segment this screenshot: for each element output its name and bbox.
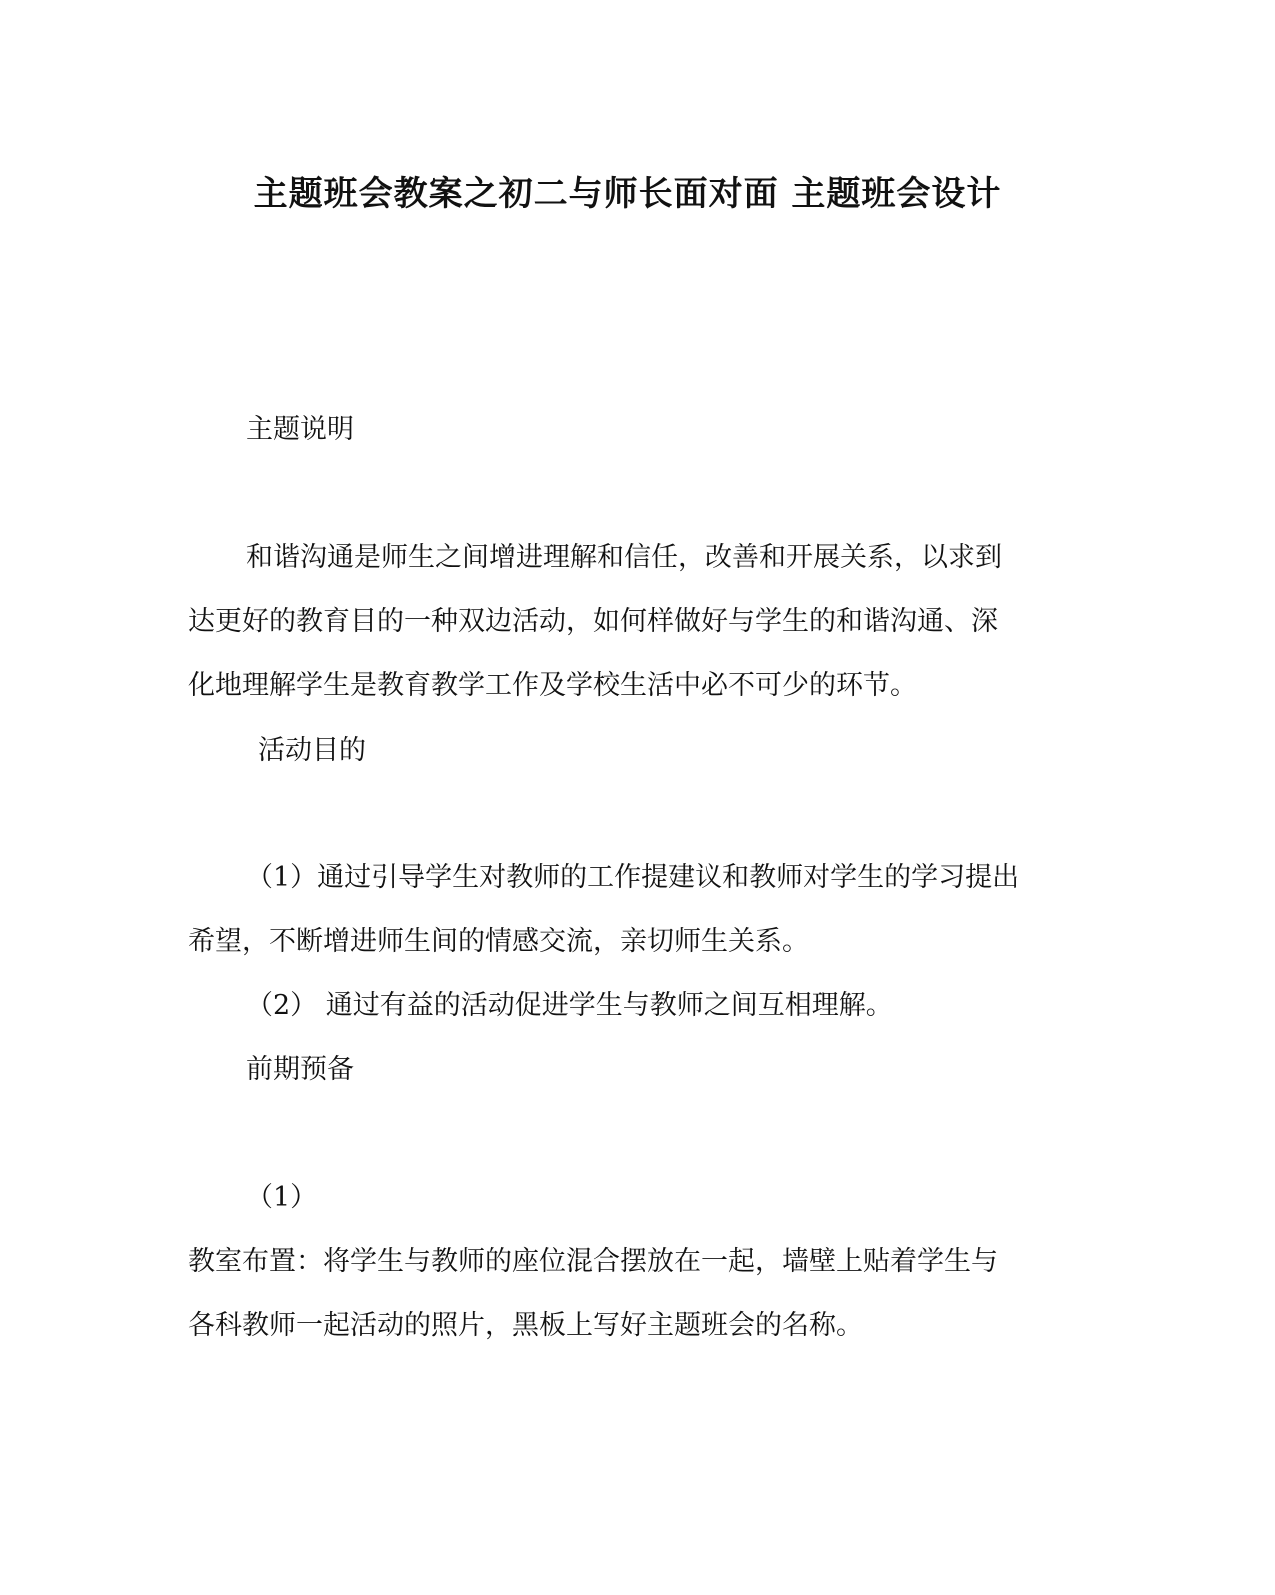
prep-item-line: 各科教师一起活动的照片，黑板上写好主题班会的名称。 xyxy=(188,1310,863,1341)
prep-heading: 前期预备 xyxy=(246,1054,354,1085)
theme-paragraph-line: 和谐沟通是师生之间增进理解和信任，改善和开展关系，以求到 xyxy=(246,542,1002,573)
theme-paragraph-line: 化地理解学生是教育教学工作及学校生活中必不可少的环节。 xyxy=(188,670,917,701)
goal-heading: 活动目的 xyxy=(258,735,366,766)
theme-paragraph-line: 达更好的教育目的一种双边活动，如何样做好与学生的和谐沟通、深 xyxy=(188,606,998,637)
theme-heading: 主题说明 xyxy=(246,414,354,445)
goal-item-line: 希望，不断增进师生间的情感交流，亲切师生关系。 xyxy=(188,926,809,957)
prep-item-number: （1） xyxy=(246,1182,318,1213)
goal-item-line: （1）通过引导学生对教师的工作提建议和教师对学生的学习提出 xyxy=(246,862,1020,893)
goal-item-line: （2） 通过有益的活动促进学生与教师之间互相理解。 xyxy=(246,990,893,1021)
document-title: 主题班会教案之初二与师长面对面 主题班会设计 xyxy=(253,174,1002,214)
prep-item-line: 教室布置：将学生与教师的座位混合摆放在一起，墙壁上贴着学生与 xyxy=(188,1246,998,1277)
